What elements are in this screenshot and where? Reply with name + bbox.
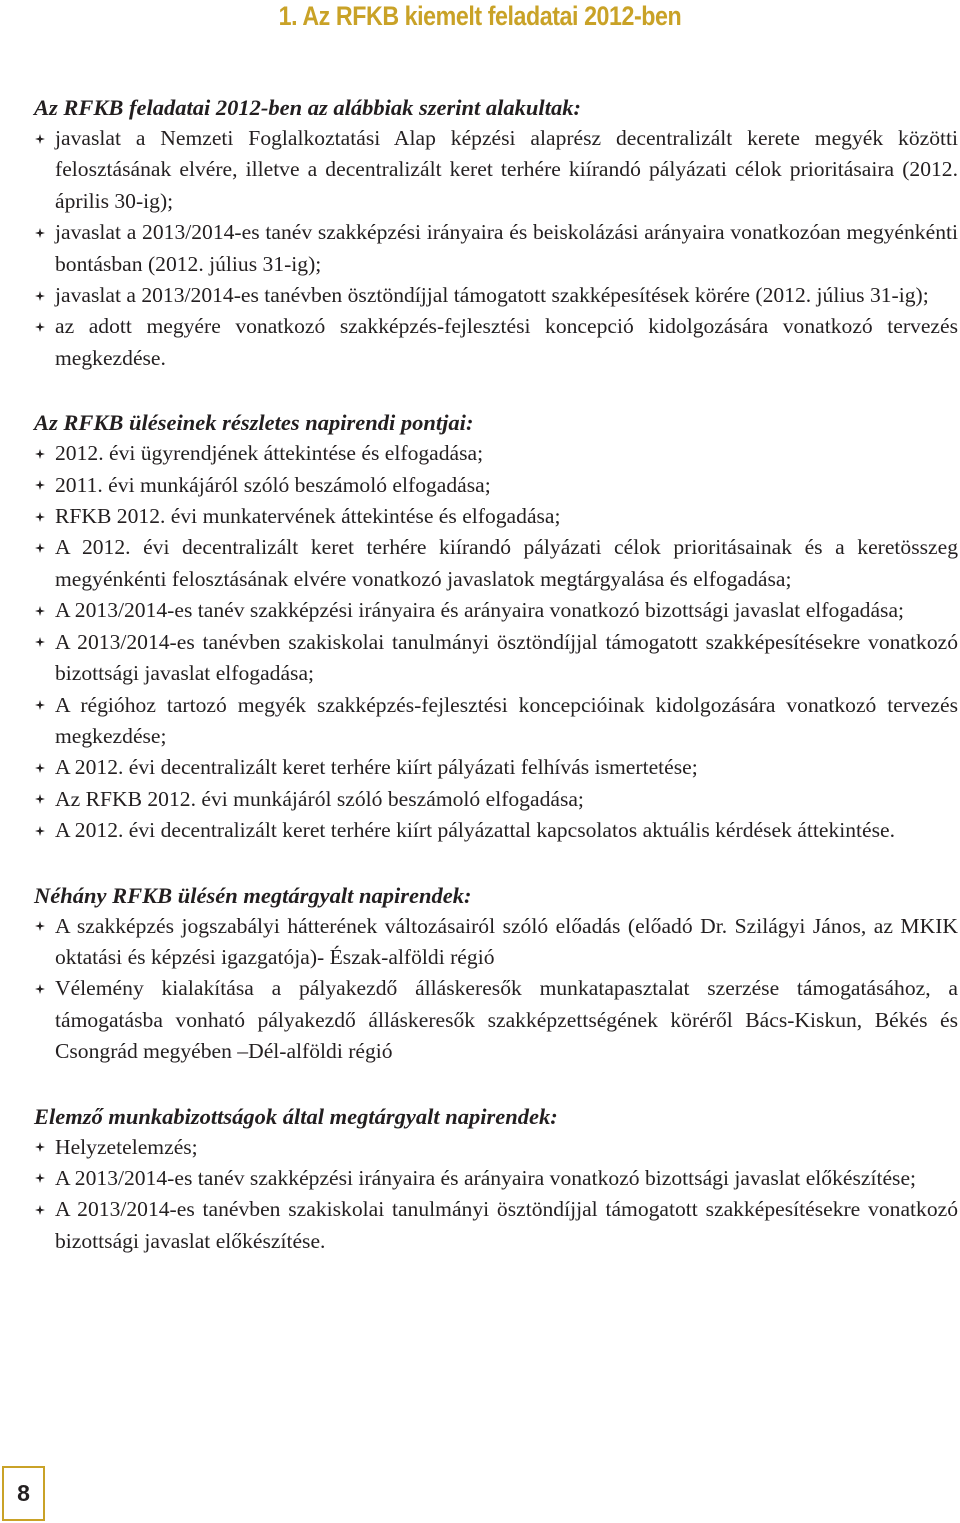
list-item-text: A 2012. évi decentralizált keret terhére kiírt pályázattal kapcsolatos aktuális kérdések áttekintése. <box>55 818 896 843</box>
list-item <box>34 595 958 626</box>
list-item <box>34 1194 958 1257</box>
document-body <box>34 92 958 1257</box>
bullet-list <box>34 1132 958 1258</box>
list-item-text: javaslat a Nemzeti Foglalkoztatási Alap képzési alaprész decentralizált kerete megyék közötti felosztásának elvére, illetve a decentralizált keret terhére kiírandó pályázati célok prioritásaira (2012. április 30-ig); <box>55 126 958 213</box>
list-item-text: Az RFKB 2012. évi munkájáról szóló beszámoló elfogadása; <box>55 786 584 811</box>
section-heading: Az RFKB feladatai 2012-ben az alábbiak szerint alakultak: <box>34 95 581 120</box>
four-point-star-icon <box>34 470 46 501</box>
four-point-star-icon <box>34 438 46 469</box>
list-item-text: javaslat a 2013/2014-es tanévben ösztöndíjjal támogatott szakképesítések körére (2012. július 31-ig); <box>55 283 929 308</box>
list-item <box>34 438 958 469</box>
list-item <box>34 280 958 311</box>
list-item-text: 2012. évi ügyrendjének áttekintése és elfogadása; <box>55 441 484 466</box>
list-item-text: A 2013/2014-es tanévben szakiskolai tanulmányi ösztöndíjjal támogatott szakképesítésekre vonatkozó bizottsági javaslat elfogadása; <box>55 629 958 686</box>
four-point-star-icon <box>34 973 46 1004</box>
four-point-star-icon <box>34 1132 46 1163</box>
list-item <box>34 815 958 846</box>
list-item <box>34 1163 958 1194</box>
list-item <box>34 311 958 374</box>
bullet-list <box>34 438 958 846</box>
section-heading: Elemző munkabizottságok által megtárgyalt napirendek: <box>34 1103 558 1129</box>
list-item <box>34 217 958 280</box>
four-point-star-icon <box>34 1194 46 1225</box>
section-heading: Néhány RFKB ülésén megtárgyalt napirendek: <box>34 882 472 908</box>
section-meeting-agendas <box>34 880 958 1068</box>
four-point-star-icon <box>34 1163 46 1194</box>
four-point-star-icon <box>34 501 46 532</box>
section-heading: Az RFKB üléseinek részletes napirendi pontjai: <box>34 410 474 436</box>
four-point-star-icon <box>34 627 46 658</box>
list-item <box>34 690 958 753</box>
list-item-text: A 2013/2014-es tanév szakképzési irányaira és arányaira vonatkozó bizottsági javaslat előkészítése; <box>55 1165 917 1190</box>
four-point-star-icon <box>34 752 46 783</box>
four-point-star-icon <box>34 123 46 154</box>
four-point-star-icon <box>34 280 46 311</box>
bullet-list <box>34 911 958 1068</box>
list-item <box>34 470 958 501</box>
four-point-star-icon <box>34 532 46 563</box>
list-item <box>34 784 958 815</box>
list-item-text: A 2013/2014-es tanévben szakiskolai tanulmányi ösztöndíjjal támogatott szakképesítésekre vonatkozó bizottsági javaslat előkészítése. <box>55 1197 958 1253</box>
four-point-star-icon <box>34 217 46 248</box>
four-point-star-icon <box>34 815 46 846</box>
four-point-star-icon <box>34 595 46 626</box>
four-point-star-icon <box>34 784 46 815</box>
list-item-text: javaslat a 2013/2014-es tanév szakképzési irányaira és beiskolázási arányaira vonatkozóan megyénkénti bontásban (2012. július 31-ig); <box>55 220 958 276</box>
section-tasks <box>34 92 958 374</box>
list-item-text: 2011. évi munkájáról szóló beszámoló elfogadása; <box>55 472 491 497</box>
list-item <box>34 1132 958 1163</box>
page-number: 8 <box>17 1480 30 1506</box>
list-item-text: A régióhoz tartozó megyék szakképzés-fejlesztési koncepcióinak kidolgozására vonatkozó tervezés megkezdése; <box>55 692 958 748</box>
list-item-text: A 2012. évi decentralizált keret terhére kiírandó pályázati célok prioritásainak és a keretösszeg megyénkénti felosztásának elvére vonatkozó javaslatok megtárgyalása és elfogadása; <box>55 535 958 591</box>
page-title: 1. Az RFKB kiemelt feladatai 2012-ben <box>278 1 682 31</box>
four-point-star-icon <box>34 911 46 942</box>
list-item-text: Vélemény kialakítása a pályakezdő álláskeresők munkatapasztalat szerzése támogatásához, a támogatásba vonható pályakezdő álláskeresők szakképzettségének köréről Bács-Kiskun, Békés és Csongrád megyében –Dél-alföldi régió <box>55 976 958 1064</box>
list-item <box>34 627 958 690</box>
list-item <box>34 752 958 783</box>
four-point-star-icon <box>34 690 46 721</box>
list-item-text: A 2012. évi decentralizált keret terhére kiírt pályázati felhívás ismertetése; <box>55 755 698 780</box>
four-point-star-icon <box>34 311 46 342</box>
list-item-text: A 2013/2014-es tanév szakképzési irányaira és arányaira vonatkozó bizottsági javaslat elfogadása; <box>55 598 905 623</box>
list-item-text: A szakképzés jogszabályi hátterének változásairól szóló előadás (előadó Dr. Szilágyi János, az MKIK oktatási és képzési igazgatója)- Észak-alföldi régió <box>55 913 958 969</box>
list-item <box>34 911 958 974</box>
section-working-committee-agendas <box>34 1101 958 1258</box>
section-agenda-points <box>34 407 958 846</box>
page-number-box <box>2 1466 45 1521</box>
list-item <box>34 123 958 217</box>
list-item <box>34 532 958 595</box>
list-item-text: az adott megyére vonatkozó szakképzés-fejlesztési koncepció kidolgozására vonatkozó tervezés megkezdése. <box>55 314 958 370</box>
list-item-text: Helyzetelemzés; <box>55 1134 198 1159</box>
list-item <box>34 973 958 1067</box>
bullet-list <box>34 123 958 374</box>
list-item-text: RFKB 2012. évi munkatervének áttekintése és elfogadása; <box>55 504 561 529</box>
list-item <box>34 501 958 532</box>
